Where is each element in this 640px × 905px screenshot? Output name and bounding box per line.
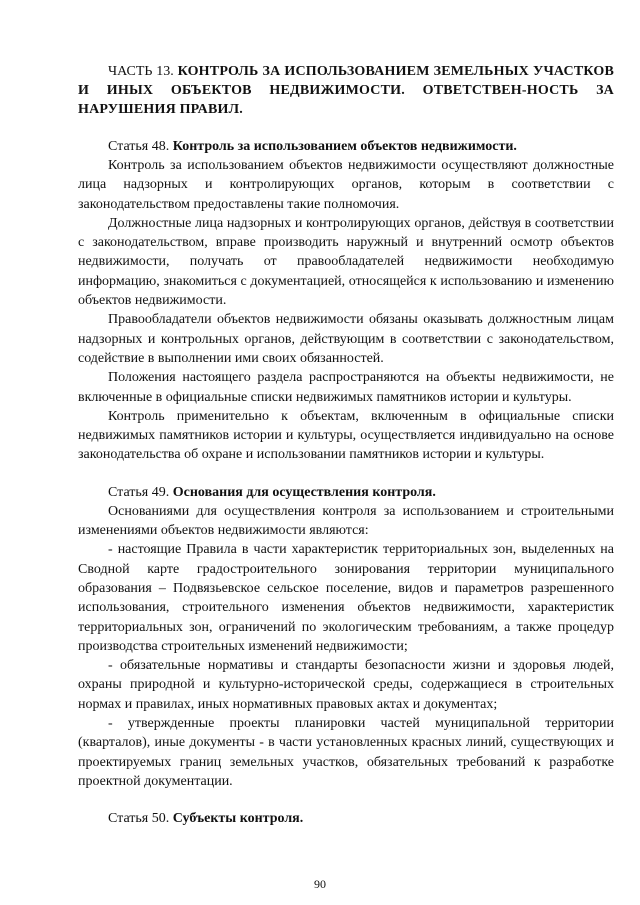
article-heading <box>78 483 614 502</box>
paragraph: Контроль применительно к объектам, включенным в официальные списки недвижимых памятников истории и культуры, осуществляется индивидуально на основе законодательства об охране и использовании памятников истории и культуры. <box>78 408 614 463</box>
article-title: Основания для осуществления контроля. <box>172 484 436 500</box>
part-heading: КОНТРОЛЬ ЗА ИСПОЛЬЗОВАНИЕМ ЗЕМЕЛЬНЫХ УЧАСТКОВ И ИНЫХ ОБЪЕКТОВ НЕДВИЖИМОСТИ. ОТВЕТСТВЕН-НОСТЬ ЗА НАРУШЕНИЯ ПРАВИЛ. <box>78 64 615 117</box>
list-item: - настоящие Правила в части характеристик территориальных зон, выделенных на Сводной карте градостроительного зонирования территории муниципального образования – Подвязьевское сельское поселение, видов и параметров разрешенного использования, строительного изменения объектов недвижимости, характеристик территориальных зон, ограничений по экологическим требованиям, а также процедур производства строительных изменений недвижимости; <box>78 542 614 654</box>
article-heading <box>78 809 614 828</box>
article-number: Статья 48. <box>108 139 170 154</box>
article-number: Статья 50. <box>108 811 170 827</box>
list-item: - утвержденные проекты планировки частей муниципальной территории (кварталов), иные документы - в части установленных красных линий, существующих и проектируемых границ земельных участков, обязательных требований к разработке проектной документации. <box>78 716 614 789</box>
paragraph: Основаниями для осуществления контроля за использованием и строительными изменениями объектов недвижимости являются: <box>78 503 614 539</box>
paragraph: Положения настоящего раздела распространяются на объекты недвижимости, не включенные в официальные списки недвижимых памятников истории и культуры. <box>78 370 614 405</box>
part-title <box>78 62 614 119</box>
page-number: 90 <box>314 877 326 891</box>
article-50 <box>78 809 614 828</box>
article-48 <box>78 137 614 465</box>
article-number: Статья 49. <box>108 484 170 500</box>
article-title: Контроль за использованием объектов недвижимости. <box>172 139 517 154</box>
article-title: Субъекты контроля. <box>172 811 304 827</box>
article-heading <box>78 137 614 156</box>
paragraph: Правообладатели объектов недвижимости обязаны оказывать должностным лицам надзорных и контрольных органов, действующим в соответствии с законодательством, содействие в выполнении ими своих обязанностей. <box>78 312 614 366</box>
paragraph: Должностные лица надзорных и контролирующих органов, действуя в соответствии с законодательством, вправе производить наружный и внутренний осмотр объектов недвижимости, получать от правообладателей недвижимости необходимую информацию, знакомиться с документацией, относящейся к использованию и изменению объектов недвижимости. <box>78 215 614 309</box>
list-item: - обязательные нормативы и стандарты безопасности жизни и здоровья людей, охраны природной и культурно-исторической среды, содержащиеся в строительных нормах и правилах, иных нормативных правовых актах и документах; <box>78 658 614 712</box>
paragraph: Контроль за использованием объектов недвижимости осуществляют должностные лица надзорных и контролирующих органов, которым в соответствии с законодательством предоставлены такие полномочия. <box>78 158 614 212</box>
part-prefix: ЧАСТЬ 13. <box>108 64 174 79</box>
document-page <box>78 62 614 828</box>
article-49 <box>78 483 614 791</box>
